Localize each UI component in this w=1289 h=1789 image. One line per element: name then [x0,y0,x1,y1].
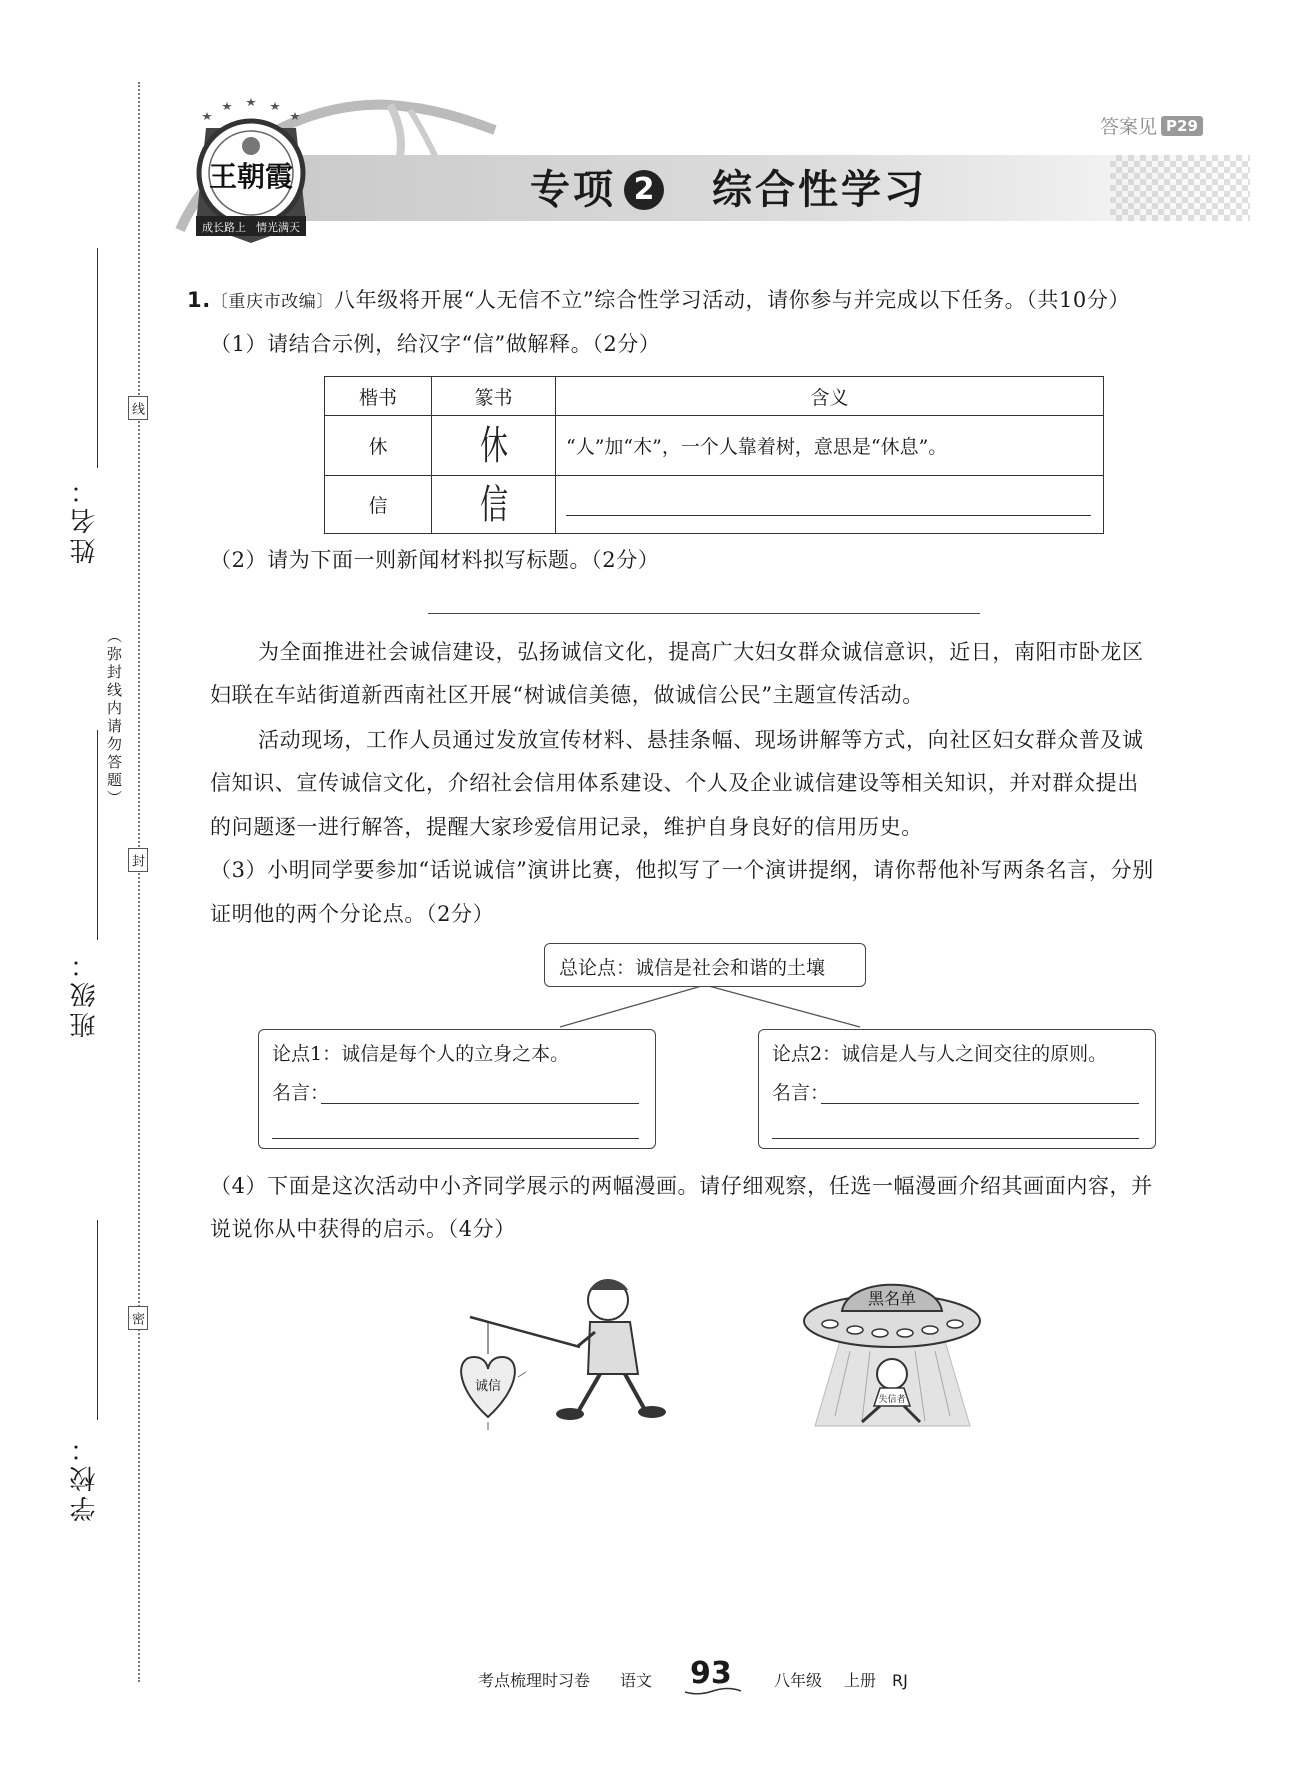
blacklist-sign: 黑名单 [867,1289,917,1308]
main-thesis-text: 总论点：诚信是社会和谐的土壤 [559,957,826,979]
sub4-prompt-cont: 说说你从中获得的启示。（4分） [210,1217,516,1241]
quote-blank-2a[interactable] [821,1103,1139,1104]
table-row: 休 休 “人”加“木”，一个人靠着树，意思是“休息”。 [325,416,1104,476]
news-paragraph-line: 妇联在车站街道新西南社区开展“树诚信美德，做诚信公民”主题宣传活动。 [210,683,924,707]
name-label: 姓名： [70,474,100,564]
footer: 考点梳理时习卷 语文 93 八年级 [478,1660,838,1700]
school-label: 学校： [70,1432,100,1522]
quote-blank-1b[interactable] [272,1138,639,1139]
title-checker-pattern [1110,155,1250,221]
headline-answer-blank[interactable] [428,613,980,614]
brand-logo-icon [186,98,316,248]
sub4-prompt: （4）下面是这次活动中小齐同学展示的两幅漫画。请仔细观察，任选一幅漫画介绍其画面内容，并 [210,1174,1153,1198]
sub-point-1-text: 论点1：诚信是每个人的立身之本。 [272,1043,570,1065]
news-paragraph-line: 活动现场，工作人员通过发放宣传材料、悬挂条幅、现场讲解等方式，向社区妇女群众普及诚 [258,728,1144,752]
logo-text: 王朝霞 [208,160,294,193]
quote-label-2: 名言： [772,1082,830,1104]
heart-label: 诚信 [474,1379,502,1394]
news-paragraph-line: 为全面推进社会诚信建设，弘扬诚信文化，提高广大妇女群众诚信意识，近日，南阳市卧龙区 [258,640,1144,664]
answer-blank-meaning[interactable] [566,515,1091,516]
table-row: 信 信 [325,476,1104,534]
quote-label-1: 名言： [272,1082,330,1104]
seal-mark-dense: 密 [128,1306,148,1330]
outline-connector-lines [540,985,870,1030]
table-header: 楷书 [325,377,432,416]
sub1-prompt: （1）请结合示例，给汉字“信”做解释。（2分） [210,332,661,356]
table-header: 含义 [556,377,1104,416]
school-field-line[interactable] [97,1220,98,1420]
sub-point-box-1 [258,1029,656,1149]
sub-point-2-text: 论点2：诚信是人与人之间交往的原则。 [772,1043,1108,1065]
seal-mark-line: 线 [128,396,148,420]
seal-script-glyph: 信 [479,481,508,528]
sub2-prompt: （2）请为下面一则新闻材料拟写标题。（2分） [210,548,660,572]
question-1-stem: 1.〔重庆市改编〕八年级将开展“人无信不立”综合性学习活动，请你参与并完成以下任务。（共10分） [187,288,1131,312]
sub-point-box-2 [758,1029,1156,1149]
main-thesis-box [544,943,866,987]
cartoon-heart-on-stick-icon [460,1262,670,1432]
name-field-line[interactable] [97,248,98,468]
class-label: 班级： [70,948,100,1038]
table-header: 篆书 [432,377,556,416]
character-table [324,376,1104,534]
page-number-underline-icon [683,1686,743,1696]
seal-mark-seal: 封 [128,848,148,872]
defaulter-label: 失信者 [878,1395,906,1405]
cartoon-blacklist-ufo-icon [800,1266,985,1431]
seal-script-glyph: 休 [479,422,508,469]
page-title: 专项 2 综合性学习 [530,167,927,213]
answer-reference: 答案见 P29 [1100,112,1203,139]
page-number: 93 [690,1656,732,1691]
svg-text:情光满天: 情光满天 [256,221,300,234]
footer-volume: 上册 RJ [844,1671,908,1690]
quote-blank-2b[interactable] [772,1138,1139,1139]
binding-dotted-line [138,82,140,1682]
news-paragraph-line: 信知识、宣传诚信文化，介绍社会信用体系建设、个人及企业诚信建设等相关知识，并对群众提出 [210,771,1139,795]
class-field-line[interactable] [97,730,98,940]
sub3-prompt-cont: 证明他的两个分论点。（2分） [210,902,495,926]
quote-blank-1a[interactable] [321,1103,639,1104]
title-number-badge: 2 [624,170,664,210]
svg-text:成长路上: 成长路上 [202,221,246,234]
seal-note: （弥封线内请勿答题） [105,628,123,808]
news-paragraph-line: 的问题逐一进行解答，提醒大家珍爱信用记录，维护自身良好的信用历史。 [210,815,923,839]
sub3-prompt: （3）小明同学要参加“话说诚信”演讲比赛，他拟写了一个演讲提纲，请你帮他补写两条名言，分别 [210,858,1154,882]
